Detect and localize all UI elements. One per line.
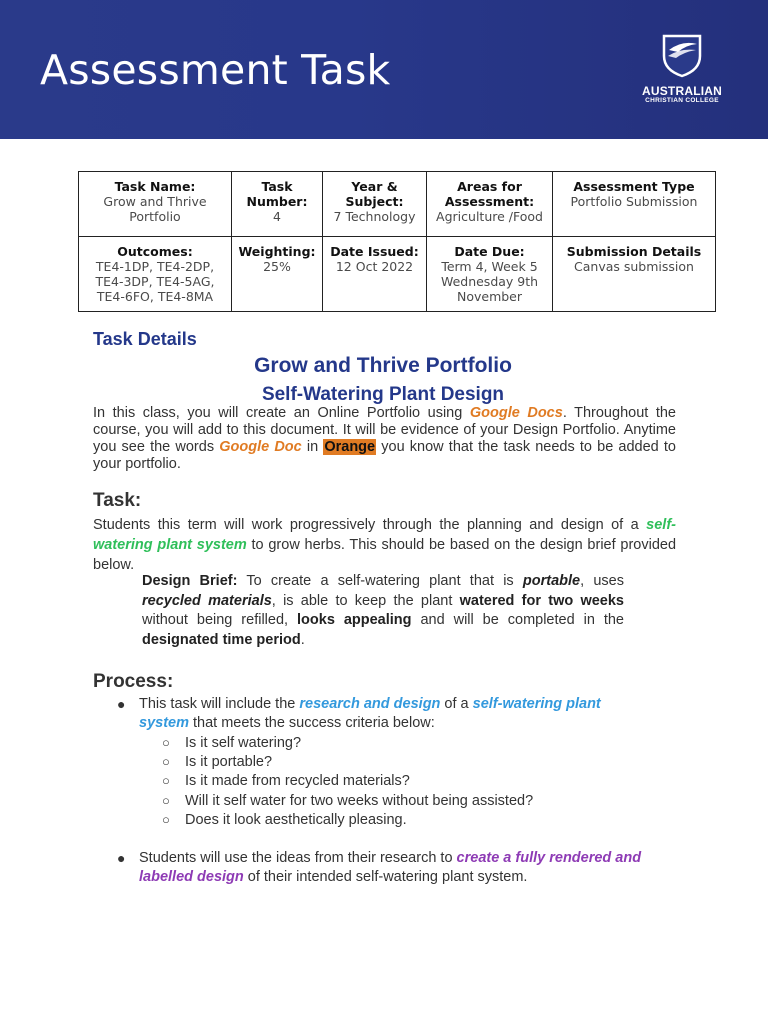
design-brief bbox=[142, 572, 624, 650]
text-run: in bbox=[301, 439, 324, 455]
date-due-cell bbox=[427, 237, 553, 312]
circle-bullet: ○ bbox=[162, 773, 170, 788]
google-docs-link: Google Docs bbox=[469, 405, 563, 421]
text-run: This task will include the bbox=[139, 696, 300, 712]
text-run: and will be completed in the bbox=[411, 612, 624, 628]
cell-value: Grow and Thrive Portfolio bbox=[103, 194, 207, 224]
task-name-cell bbox=[79, 172, 232, 237]
page-title: Assessment Task bbox=[40, 46, 391, 94]
text-run: , uses bbox=[580, 573, 625, 589]
cell-label: Submission Details bbox=[566, 244, 702, 259]
cell-value: 12 Oct 2022 bbox=[335, 259, 414, 274]
cell-value: TE4-1DP, TE4-2DP, TE4-3DP, TE4-5AG, TE4-6FO, TE4-8MA bbox=[95, 259, 215, 304]
task-paragraph bbox=[93, 515, 676, 575]
weighting-cell bbox=[232, 237, 323, 312]
rendered-design-keyword: create a fully rendered and labelled design bbox=[139, 850, 642, 885]
text-run: to grow herbs. This should be based on the design brief provided below. bbox=[93, 537, 677, 573]
cell-label: Task Name: bbox=[114, 179, 196, 194]
assessment-type-cell bbox=[553, 172, 716, 237]
criteria-item: Is it portable? bbox=[185, 754, 273, 770]
cell-value: Agriculture /Food bbox=[436, 209, 543, 224]
text-run: . Throughout the course, you will add to this document. It will be evidence of your Design Portfolio. Anytime you see the words bbox=[93, 405, 676, 455]
circle-bullet: ○ bbox=[162, 793, 170, 808]
brief-appealing: looks appealing bbox=[297, 612, 412, 628]
areas-cell bbox=[427, 172, 553, 237]
research-design-keyword: research and design bbox=[299, 696, 441, 712]
cell-label: Date Due: bbox=[454, 244, 525, 259]
text-run: In this class, you will create an Online Portfolio using bbox=[93, 405, 470, 421]
circle-bullet: ○ bbox=[162, 812, 170, 827]
text-run: you know that the task needs to be added to your portfolio. bbox=[93, 439, 676, 472]
table-row bbox=[79, 172, 716, 237]
shield-icon bbox=[660, 32, 704, 78]
text-run: . bbox=[300, 631, 305, 648]
task-details-heading: Task Details bbox=[93, 329, 197, 349]
criteria-item: Is it made from recycled materials? bbox=[185, 773, 410, 789]
process-heading: Process: bbox=[93, 671, 174, 692]
year-subject-cell bbox=[323, 172, 427, 237]
header-banner bbox=[0, 0, 768, 139]
logo-text-primary: AUSTRALIAN bbox=[642, 84, 722, 98]
brief-period: designated time period bbox=[142, 631, 301, 648]
process-bullet-2 bbox=[139, 849, 649, 887]
text-run: that meets the success criteria below: bbox=[188, 715, 435, 731]
plant-system-keyword: self-watering plant system bbox=[139, 696, 601, 731]
cell-value: Canvas submission bbox=[574, 259, 694, 274]
text-run: , is able to keep the plant bbox=[271, 592, 460, 609]
intro-paragraph bbox=[93, 405, 676, 473]
logo-text-secondary: CHRISTIAN COLLEGE bbox=[645, 97, 719, 104]
self-watering-keyword: self-watering plant system bbox=[93, 517, 676, 553]
circle-bullet: ○ bbox=[162, 754, 170, 769]
brief-watered: watered for two weeks bbox=[459, 592, 624, 609]
circle-bullet: ○ bbox=[162, 735, 170, 750]
text-run: Students will use the ideas from their research to bbox=[139, 850, 457, 866]
task-number-cell bbox=[232, 172, 323, 237]
bullet-dot: ● bbox=[117, 850, 126, 866]
date-issued-cell bbox=[323, 237, 427, 312]
college-logo bbox=[636, 32, 728, 105]
text-run: Students this term will work progressively through the planning and design of a bbox=[93, 517, 647, 533]
cell-label: Weighting: bbox=[238, 244, 316, 259]
cell-value: 4 bbox=[273, 209, 281, 224]
brief-portable: portable bbox=[522, 573, 581, 589]
text-run: of their intended self-watering plant system. bbox=[243, 869, 528, 885]
outcomes-cell bbox=[79, 237, 232, 312]
cell-label: Assessment Type bbox=[573, 179, 695, 194]
brief-label: Design Brief: bbox=[142, 573, 238, 589]
criteria-item: Will it self water for two weeks without being assisted? bbox=[185, 793, 534, 809]
portfolio-subtitle: Self-Watering Plant Design bbox=[261, 384, 505, 405]
cell-value: Portfolio Submission bbox=[570, 194, 698, 209]
table-row bbox=[79, 237, 716, 312]
criteria-item: Does it look aesthetically pleasing. bbox=[185, 812, 407, 828]
cell-label: Task Number: bbox=[246, 179, 308, 209]
assessment-info-table bbox=[78, 171, 716, 312]
cell-label: Year & Subject: bbox=[345, 179, 404, 209]
portfolio-title: Grow and Thrive Portfolio bbox=[254, 354, 512, 377]
cell-value: 7 Technology bbox=[333, 209, 416, 224]
bullet-dot: ● bbox=[117, 696, 126, 712]
task-heading: Task: bbox=[93, 490, 142, 511]
cell-label: Date Issued: bbox=[330, 244, 419, 259]
criteria-item: Is it self watering? bbox=[185, 735, 302, 751]
google-doc-keyword: Google Doc bbox=[219, 439, 302, 455]
cell-label: Outcomes: bbox=[117, 244, 193, 259]
cell-label: Areas for Assessment: bbox=[444, 179, 535, 209]
cell-value: Term 4, Week 5 Wednesday 9th November bbox=[440, 259, 539, 304]
cell-value: 25% bbox=[263, 259, 291, 274]
brief-recycled: recycled materials bbox=[142, 592, 272, 609]
process-bullet-1 bbox=[139, 695, 639, 733]
orange-highlight: Orange bbox=[324, 439, 376, 455]
text-run: To create a self-watering plant that is bbox=[237, 573, 523, 589]
submission-details-cell bbox=[553, 237, 716, 312]
text-run: of a bbox=[440, 696, 473, 712]
text-run: without being refilled, bbox=[142, 612, 298, 628]
